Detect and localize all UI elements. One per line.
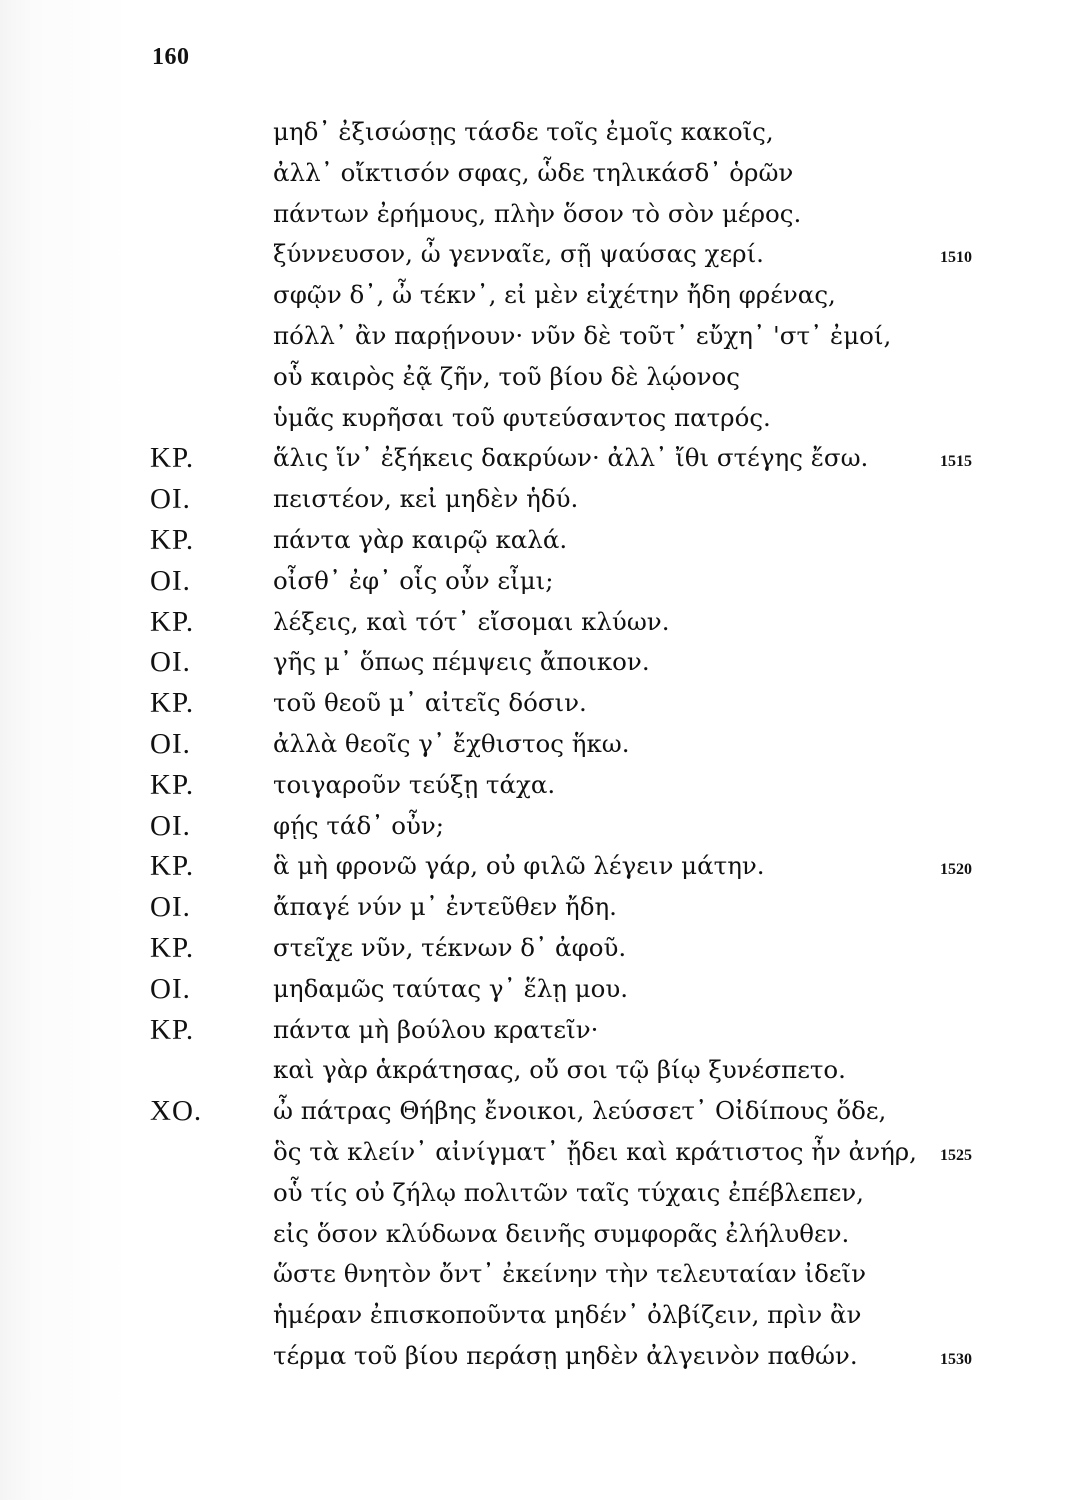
- speaker-label: ΚΡ.: [150, 932, 195, 964]
- verse-line: [0, 194, 1077, 234]
- verse-line: [0, 806, 1077, 846]
- speaker-label: ΚΡ.: [150, 442, 195, 475]
- verse-text: ὃς τὰ κλείν᾽ αἰνίγματ᾽ ᾔδει καὶ κράτιστος ἦν ἀνήρ,: [273, 1137, 917, 1166]
- verse-text: ὥστε θνητὸν ὄντ᾽ ἐκείνην τὴν τελευταίαν ἰδεῖν: [273, 1259, 867, 1289]
- verse-line: [0, 561, 1077, 601]
- speaker-label: ΟΙ.: [150, 972, 191, 1005]
- verse-text: ἀλλ᾽ οἴκτισόν σφας, ὧδε τηλικάσδ᾽ ὁρῶν: [273, 157, 794, 187]
- verse-text: ἀλλὰ θεοῖς γ᾽ ἔχθιστος ἥκω.: [273, 729, 630, 758]
- verse-text: πειστέον, κεἰ μηδὲν ἡδύ.: [273, 484, 579, 514]
- speaker-label: ΟΙ.: [150, 728, 191, 760]
- verse-text: λέξεις, καὶ τότ᾽ εἴσομαι κλύων.: [273, 606, 670, 636]
- verse-text: ἃ μὴ φρονῶ γάρ, οὐ φιλῶ λέγειν μάτην.: [273, 851, 765, 881]
- verse-line: [0, 112, 1077, 152]
- verse-line: [0, 153, 1077, 193]
- verse-text: ἡμέραν ἐπισκοποῦντα μηδέν᾽ ὀλβίζειν, πρὶν ἂν: [273, 1300, 862, 1330]
- verse-line: [0, 724, 1077, 764]
- verse-line: [0, 1050, 1077, 1090]
- verse-text: πάντων ἐρήμους, πλὴν ὅσον τὸ σὸν μέρος.: [273, 198, 802, 228]
- verse-line: [0, 357, 1077, 397]
- speaker-label: ΟΙ.: [150, 809, 191, 842]
- verse-text: ἅλις ἵν᾽ ἐξήκεις δακρύων· ἀλλ᾽ ἴθι στέγης ἔσω.: [273, 443, 869, 473]
- verse-line: [0, 1214, 1077, 1254]
- verse-line: [0, 316, 1077, 356]
- verse-line: [0, 969, 1077, 1009]
- verse-line: [0, 1295, 1077, 1335]
- speaker-label: ΟΙ.: [150, 483, 191, 516]
- verse-text: στεῖχε νῦν, τέκνων δ᾽ ἀφοῦ.: [273, 933, 627, 962]
- verse-line: [0, 602, 1077, 642]
- verse-line: [0, 438, 1077, 478]
- verse-line: [0, 234, 1077, 274]
- verse-text: οὗ τίς οὐ ζήλῳ πολιτῶν ταῖς τύχαις ἐπέβλεπεν,: [273, 1177, 864, 1207]
- verse-text: σφῷν δ᾽, ὦ τέκν᾽, εἰ μὲν εἰχέτην ἤδη φρένας,: [273, 280, 836, 310]
- verse-line: [0, 683, 1077, 723]
- verse-line: [0, 1173, 1077, 1213]
- verse-text: οἶσθ᾽ ἐφ᾽ οἷς οὖν εἶμι;: [273, 565, 554, 595]
- verse-line: [0, 846, 1077, 886]
- verse-line: [0, 520, 1077, 560]
- speaker-label: ΚΡ.: [150, 687, 195, 720]
- line-number: 1515: [940, 453, 972, 471]
- verse-text: πάντα γὰρ καιρῷ καλά.: [273, 525, 568, 554]
- verse-text: ὦ πάτρας Θήβης ἔνοικοι, λεύσσετ᾽ Οἰδίπους ὅδε,: [273, 1096, 887, 1126]
- verse-text: τοῦ θεοῦ μ᾽ αἰτεῖς δόσιν.: [273, 688, 587, 718]
- speaker-label: ΚΡ.: [150, 850, 195, 883]
- verse-line: [0, 1336, 1077, 1376]
- verse-text: γῆς μ᾽ ὅπως πέμψεις ἄποικον.: [273, 647, 650, 677]
- line-number: 1520: [940, 861, 972, 879]
- line-number: 1510: [940, 249, 972, 267]
- verse-line: [0, 1132, 1077, 1172]
- page-number: 160: [152, 44, 190, 70]
- verse-line: [0, 1091, 1077, 1131]
- verse-line: [0, 887, 1077, 927]
- verse-text: εἰς ὅσον κλύδωνα δεινῆς συμφορᾶς ἐλήλυθεν.: [273, 1218, 850, 1248]
- verse-line: [0, 1254, 1077, 1294]
- verse-text: μηδ᾽ ἐξισώσῃς τάσδε τοῖς ἐμοῖς κακοῖς,: [273, 117, 774, 146]
- speaker-label: ΚΡ.: [150, 524, 195, 556]
- verse-line: [0, 1010, 1077, 1050]
- verse-text: καὶ γὰρ ἁκράτησας, οὔ σοι τῷ βίῳ ξυνέσπετο.: [273, 1055, 846, 1085]
- speaker-label: ΚΡ.: [150, 768, 195, 801]
- line-number: 1525: [940, 1147, 972, 1164]
- speaker-label: ΟΙ.: [150, 646, 191, 679]
- verse-line: [0, 642, 1077, 682]
- verse-line: [0, 275, 1077, 315]
- verse-text: τέρμα τοῦ βίου περάσῃ μηδὲν ἀλγεινὸν παθών.: [273, 1341, 858, 1370]
- verse-text: πάντα μὴ βούλου κρατεῖν·: [273, 1014, 599, 1044]
- verse-text: ὑμᾶς κυρῆσαι τοῦ φυτεύσαντος πατρός.: [273, 402, 771, 432]
- verse-text: φῄς τάδ᾽ οὖν;: [273, 810, 445, 840]
- verse-text: τοιγαροῦν τεύξῃ τάχα.: [273, 769, 556, 799]
- verse-text: ξύννευσον, ὦ γενναῖε, σῇ ψαύσας χερί.: [273, 239, 764, 269]
- verse-line: [0, 765, 1077, 805]
- speaker-label: ΟΙ.: [150, 891, 191, 924]
- speaker-label: ΟΙ.: [150, 564, 191, 597]
- verse-text: ἄπαγέ νύν μ᾽ ἐντεῦθεν ἤδη.: [273, 892, 617, 922]
- verse-line: [0, 928, 1077, 968]
- line-number: 1530: [940, 1351, 972, 1368]
- verse-text: οὗ καιρὸς ἐᾷ ζῆν, τοῦ βίου δὲ λῴονος: [273, 361, 740, 391]
- verse-line: [0, 398, 1077, 438]
- speaker-label: ΚΡ.: [150, 1013, 195, 1046]
- speaker-label: ΚΡ.: [150, 605, 195, 638]
- verse-line: [0, 479, 1077, 519]
- speaker-label: ΧΟ.: [150, 1095, 203, 1128]
- verse-text: μηδαμῶς ταύτας γ᾽ ἕλῃ μου.: [273, 973, 629, 1003]
- verse-text: πόλλ᾽ ἂν παρῄνουν· νῦν δὲ τοῦτ᾽ εὔχη᾽ 'στ᾽ ἐμοί,: [273, 321, 892, 350]
